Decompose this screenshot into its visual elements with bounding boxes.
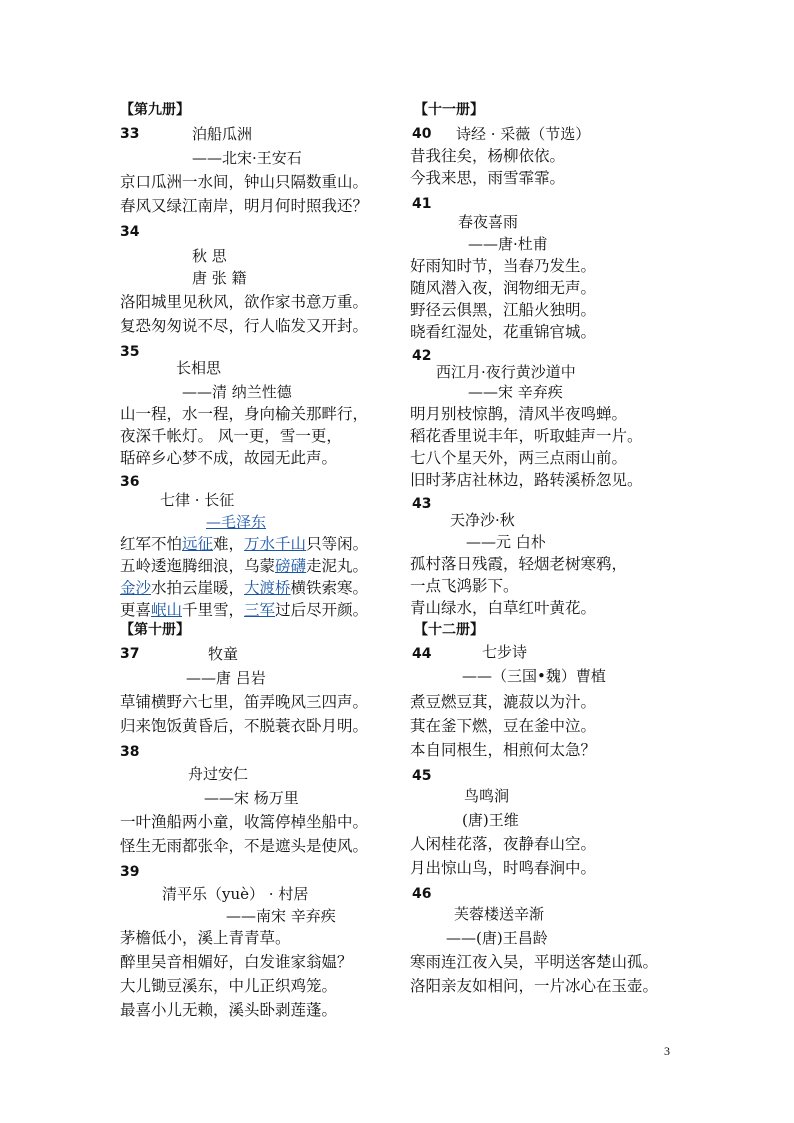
link-sanjun[interactable]: 三军 [244, 601, 276, 619]
poem-number: 39 [120, 864, 140, 880]
poem-line: 月出惊山鸟，时鸣春涧中。 [410, 859, 597, 877]
poem-line: 野径云俱黑，江船火独明。 [410, 301, 597, 319]
link-jinsha[interactable]: 金沙 [120, 579, 152, 597]
poem-line: 一叶渔船两小童，收篙停棹坐船中。 [120, 813, 369, 831]
poem-line: 复恐匆匆说不尽，行人临发又开封。 [120, 317, 369, 335]
poem-title: 鸟鸣涧 [464, 787, 510, 805]
poem-line: 茅檐低小，溪上青青草。 [120, 929, 291, 947]
poem-author: ——宋 辛弃疾 [468, 383, 563, 401]
poem-line: 醉里吴音相媚好，白发谁家翁媪？ [120, 953, 353, 971]
poem-line: 昔我往矣，杨柳依依。 [410, 147, 566, 165]
poem-number: 40 [412, 126, 432, 142]
poem-line: 明月别枝惊鹊，清风半夜鸣蝉。 [410, 405, 628, 423]
text: 更喜 [120, 601, 152, 619]
poem-line: 最喜小儿无赖，溪头卧剥莲蓬。 [120, 1001, 338, 1019]
poem-title: 清平乐（yuè） · 村居 [162, 885, 309, 903]
text: 千里雪， [182, 601, 245, 619]
poem-title: 牧童 [208, 645, 239, 663]
poem-line: 洛阳亲友如相问，一片冰心在玉壶。 [410, 977, 659, 995]
text: 红军不怕 [120, 535, 183, 553]
link-yuanzheng[interactable]: 远征 [182, 535, 214, 553]
poem-line [120, 556, 368, 576]
poem-line [120, 578, 368, 598]
poem-line: 洛阳城里见秋风，欲作家书意万重。 [120, 293, 369, 311]
text: 水拍云崖暖， [151, 579, 245, 597]
page-number: 3 [664, 1044, 670, 1058]
poem-number: 45 [412, 768, 432, 784]
poem-line: 寒雨连江夜入吴，平明送客楚山孤。 [410, 953, 659, 971]
author-link[interactable]: 毛泽东 [221, 513, 267, 531]
poem-title: 舟过安仁 [188, 765, 249, 783]
poem-line: 青山绿水，白草红叶黄花。 [410, 599, 597, 617]
poem-author: ——元 白朴 [466, 533, 546, 551]
poem-author: ——北宋·王安石 [192, 149, 302, 167]
poem-author: (唐)王维 [462, 811, 519, 829]
poem-number: 36 [120, 474, 140, 490]
poem-line [120, 534, 368, 554]
poem-title: 秋 思 [192, 247, 227, 265]
link-daduqiao[interactable]: 大渡桥 [244, 579, 291, 597]
poem-title: 七步诗 [482, 643, 528, 661]
poem-author: ——（三国•魏）曹植 [462, 667, 606, 685]
poem-line: 夜深千帐灯。 风一更，雪一更， [120, 427, 342, 445]
poem-line: 怪生无雨都张伞，不是遮头是使风。 [120, 837, 369, 855]
poem-line: 旧时茅店社林边，路转溪桥忽见。 [410, 471, 643, 489]
poem-title: 西江月·夜行黄沙道中 [436, 363, 576, 381]
poem-line: 山一程，水一程，身向榆关那畔行， [120, 405, 369, 423]
poem-number: 38 [120, 744, 140, 760]
poem-author [206, 512, 266, 532]
poem-number: 33 [120, 126, 140, 142]
poem-line: 人闲桂花落，夜静春山空。 [410, 835, 597, 853]
poem-number: 34 [120, 224, 140, 240]
poem-line: 本自同根生，相煎何太急？ [410, 741, 597, 759]
poem-line: 萁在釜下燃，豆在釜中泣。 [410, 717, 597, 735]
poem-title: 春夜喜雨 [458, 213, 519, 231]
poem-author: ——清 纳兰性德 [182, 383, 292, 401]
poem-line: 草铺横野六七里，笛弄晚风三四声。 [120, 693, 369, 711]
poem-line: 晓看红湿处，花重锦官城。 [410, 323, 597, 341]
poem-line: 一点飞鸿影下。 [410, 577, 519, 595]
poem-number: 44 [412, 646, 432, 662]
poem-line: 稻花香里说丰年，听取蛙声一片。 [410, 427, 643, 445]
poem-number: 42 [412, 348, 432, 364]
link-wanshuiqianshan[interactable]: 万水千山 [244, 535, 307, 553]
poem-title: 芙蓉楼送辛渐 [454, 905, 545, 923]
poem-number: 37 [120, 646, 140, 662]
poem-line: 好雨知时节，当春乃发生。 [410, 257, 597, 275]
poem-author: ——南宋 辛弃疾 [226, 907, 336, 925]
poem-title: 七律 · 长征 [160, 491, 235, 509]
link-minshan[interactable]: 岷山 [151, 601, 183, 619]
book9-header: 【第九册】 [120, 102, 190, 118]
poem-author: ——唐·杜甫 [468, 235, 548, 253]
poem-author: ——(唐)王昌龄 [446, 929, 548, 947]
poem-number: 46 [412, 886, 432, 902]
poem-line: 煮豆燃豆萁，漉菽以为汁。 [410, 693, 597, 711]
poem-line: 今我来思，雨雪霏霏。 [410, 169, 566, 187]
poem-number: 35 [120, 344, 140, 360]
poem-line: 孤村落日残霞，轻烟老树寒鸦， [410, 555, 628, 573]
book11-header: 【十一册】 [414, 102, 484, 118]
poem-line: 聒碎乡心梦不成，故园无此声。 [120, 449, 338, 467]
poem-line [120, 600, 368, 620]
poem-author: ——宋 杨万里 [204, 789, 299, 807]
book12-header: 【十二册】 [414, 622, 484, 638]
text: 走泥丸。 [306, 557, 369, 575]
poem-number: 43 [412, 496, 432, 512]
book10-header: 【第十册】 [120, 622, 190, 638]
poem-number: 41 [412, 196, 432, 212]
text: 过后尽开颜。 [275, 601, 369, 619]
poem-title: 长相思 [176, 359, 222, 377]
poem-line: 春风又绿江南岸，明月何时照我还？ [120, 197, 369, 215]
poem-author: 唐 张 籍 [192, 269, 247, 287]
poem-line: 随风潜入夜，润物细无声。 [410, 279, 597, 297]
poem-line: 大儿锄豆溪东，中儿正织鸡笼。 [120, 977, 338, 995]
text: 横铁索寒。 [290, 579, 369, 597]
link-pangbo[interactable]: 磅礴 [275, 557, 307, 575]
text: 难， [213, 535, 245, 553]
text: 只等闲。 [306, 535, 369, 553]
poem-author: ——唐 吕岩 [186, 669, 266, 687]
text: 五岭逶迤腾细浪，乌蒙 [120, 557, 276, 575]
poem-line: 归来饱饭黄昏后，不脱蓑衣卧月明。 [120, 717, 369, 735]
poem-line: 京口瓜洲一水间，钟山只隔数重山。 [120, 173, 369, 191]
poem-line: 七八个星天外，两三点雨山前。 [410, 449, 628, 467]
poem-title: 天净沙·秋 [450, 511, 515, 529]
poem-title: 诗经 · 采薇（节选） [456, 125, 591, 143]
author-link-dash[interactable]: — [206, 513, 221, 531]
poem-title: 泊船瓜洲 [192, 125, 253, 143]
